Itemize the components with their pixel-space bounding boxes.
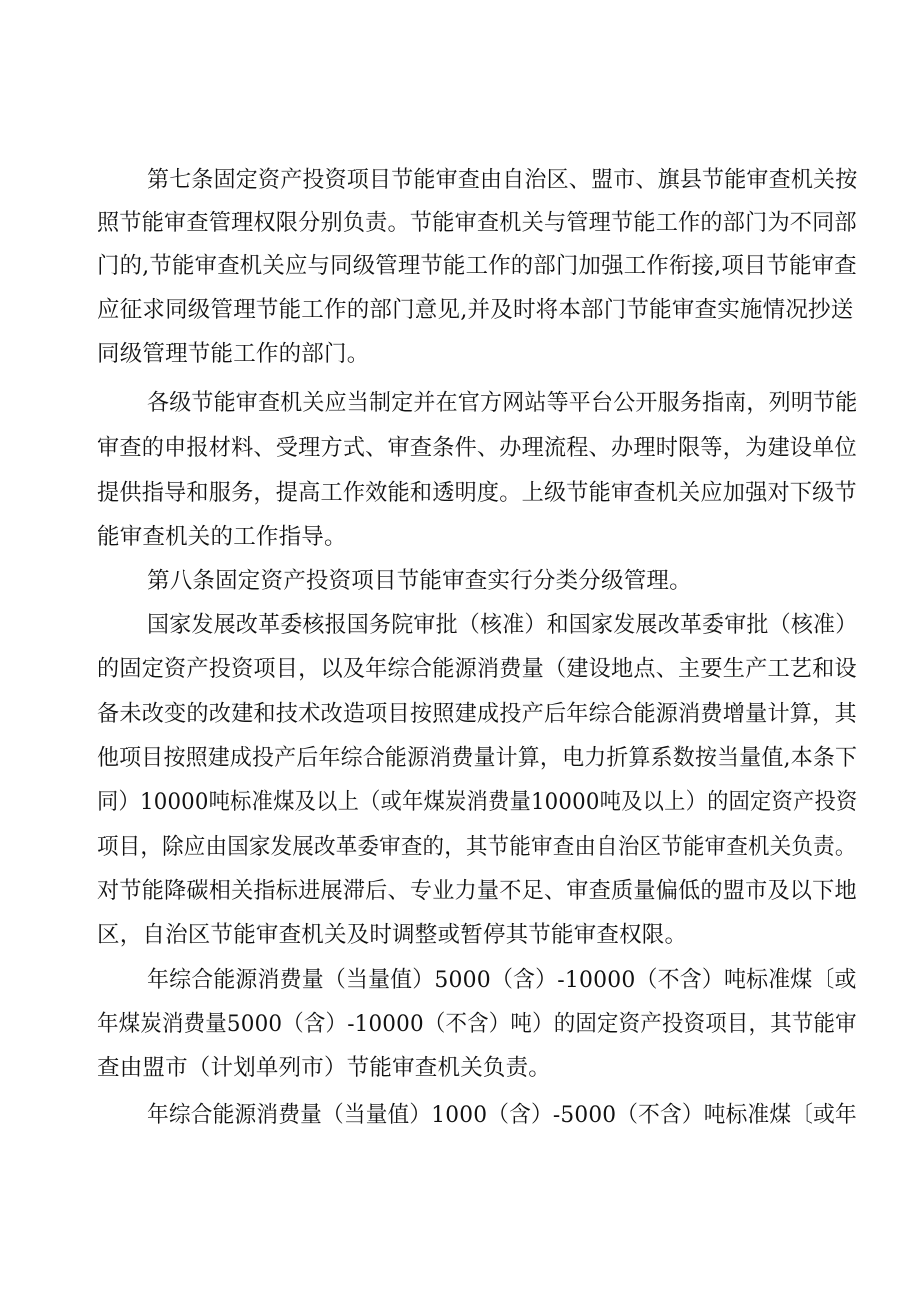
text-line: 各级节能审查机关应当制定并在官方网站等平台公开服务指南，列明节能: [147, 390, 858, 416]
text-line: 审查的申报材料、受理方式、审查条件、办理流程、办理时限等，为建设单位: [97, 435, 857, 461]
text-line: 年综合能源消费量（当量值）5000（含）-10000（不含）吨标准煤〔或: [147, 967, 857, 993]
text-line: 第八条固定资产投资项目节能审查实行分类分级管理。: [147, 568, 692, 594]
text-line: 备未改变的改建和技术改造项目按照建成投产后年综合能源消费增量计算，其: [97, 701, 857, 727]
text-line: 照节能审查管理权限分别负责。节能审查机关与管理节能工作的部门为不同部: [97, 210, 857, 236]
text-line: 年综合能源消费量（当量值）1000（含）-5000（不含）吨标准煤〔或年: [147, 1102, 857, 1128]
text-line: 查由盟市（计划单列市）节能审查机关负责。: [97, 1055, 552, 1081]
text-line: 他项目按照建成投产后年综合能源消费量计算，电力折算系数按当量值,本条下: [97, 745, 858, 771]
text-line: 第七条固定资产投资项目节能审查由自治区、盟市、旗县节能审查机关按: [147, 167, 858, 193]
text-line: 区，自治区节能审查机关及时调整或暂停其节能审查权限。: [97, 922, 688, 948]
text-line: 同）10000吨标准煤及以上（或年煤炭消费量10000吨及以上）的固定资产投资: [97, 789, 858, 815]
text-line: 能审查机关的工作指导。: [97, 524, 347, 550]
text-line: 国家发展改革委核报国务院审批（核准）和国家发展改革委审批（核准）: [147, 612, 858, 638]
text-line: 门的,节能审查机关应与同级管理节能工作的部门加强工作衔接,项目节能审查: [97, 253, 857, 279]
text-line: 的固定资产投资项目，以及年综合能源消费量（建设地点、主要生产工艺和设: [97, 656, 857, 682]
text-line: 提供指导和服务，提高工作效能和透明度。上级节能审查机关应加强对下级节: [97, 480, 857, 506]
text-line: 项目，除应由国家发展改革委审查的，其节能审查由自治区节能审查机关负责。: [97, 834, 857, 860]
text-line: 年煤炭消费量5000（含）-10000（不含）吨）的固定资产投资项目，其节能审: [97, 1011, 857, 1037]
text-line: 同级管理节能工作的部门。: [97, 341, 370, 367]
text-line: 对节能降碳相关指标进展滞后、专业力量不足、审查质量偏低的盟市及以下地: [97, 878, 857, 904]
text-line: 应征求同级管理节能工作的部门意见,并及时将本部门节能审查实施情况抄送: [97, 297, 854, 323]
